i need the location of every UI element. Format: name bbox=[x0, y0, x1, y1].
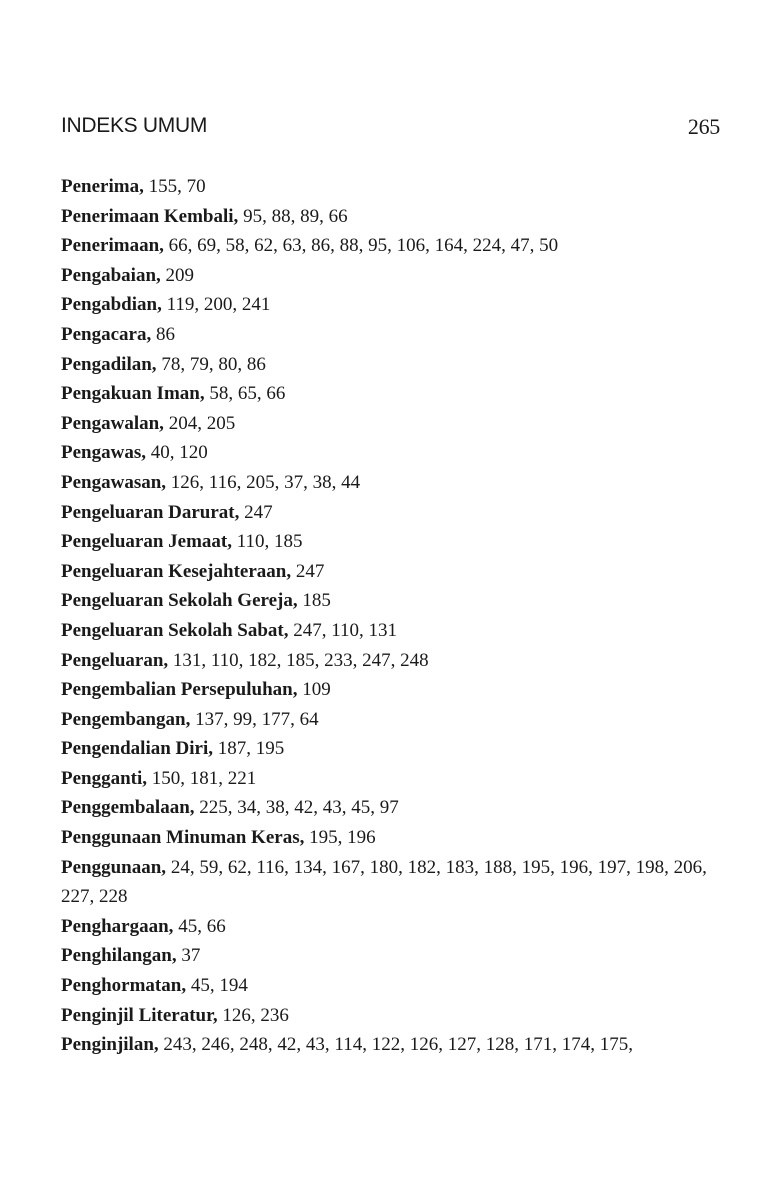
index-term: Pengendalian Diri, bbox=[61, 738, 214, 760]
index-term: Penerima, bbox=[61, 176, 144, 197]
index-pages: 95, 88, 89, 66 bbox=[243, 205, 348, 227]
index-term: Pengeluaran, bbox=[61, 649, 169, 671]
index-entry bbox=[61, 172, 720, 202]
index-entry bbox=[61, 675, 720, 705]
index-pages: 131, 110, 182, 185, 233, 247, 248 bbox=[172, 649, 429, 671]
index-pages: 109 bbox=[302, 679, 331, 701]
index-entry bbox=[61, 261, 720, 291]
index-entry bbox=[61, 646, 720, 676]
index-entry bbox=[61, 350, 720, 380]
index-pages: 119, 200, 241 bbox=[166, 294, 271, 316]
index-term: Pengeluaran Darurat, bbox=[61, 501, 240, 523]
index-pages: 187, 195 bbox=[217, 738, 285, 760]
index-term: Penerimaan Kembali, bbox=[61, 205, 239, 227]
index-pages: 247 bbox=[295, 560, 325, 582]
index-entry bbox=[61, 438, 720, 468]
index-entry bbox=[61, 320, 720, 350]
index-entry bbox=[61, 498, 720, 528]
index-pages: 86 bbox=[155, 323, 175, 345]
index-term: Penggembalaan, bbox=[61, 797, 195, 819]
index-pages: 78, 79, 80, 86 bbox=[161, 353, 266, 375]
index-entry bbox=[61, 468, 720, 498]
index-term: Pengacara, bbox=[61, 323, 152, 345]
index-entry bbox=[61, 793, 720, 823]
index-entry bbox=[61, 941, 720, 971]
page-header bbox=[61, 114, 720, 146]
index-pages: 45, 194 bbox=[190, 975, 248, 997]
index-entry bbox=[61, 202, 720, 232]
index-entry bbox=[61, 527, 720, 557]
index-pages: 126, 236 bbox=[222, 1004, 289, 1026]
index-pages: 58, 65, 66 bbox=[209, 383, 286, 405]
index-pages: 150, 181, 221 bbox=[151, 767, 257, 789]
index-term: Penggunaan Minuman Keras, bbox=[61, 827, 305, 849]
index-term: Penerimaan, bbox=[61, 235, 164, 257]
index-entry bbox=[61, 853, 720, 912]
index-pages: 185 bbox=[302, 590, 331, 612]
index-entry bbox=[61, 379, 720, 409]
index-pages: 204, 205 bbox=[168, 412, 236, 434]
index-pages: 243, 246, 248, 42, 43, 114, 122, 126, 127, 128, 171, 174, 175, bbox=[163, 1034, 633, 1056]
index-term: Pengembangan, bbox=[61, 708, 191, 730]
index-term: Pengeluaran Sekolah Gereja, bbox=[61, 590, 298, 612]
index-entry bbox=[61, 557, 720, 587]
index-entry bbox=[61, 1001, 720, 1031]
index-entry bbox=[61, 734, 720, 764]
index-entry bbox=[61, 971, 720, 1001]
index-term: Penginjilan, bbox=[61, 1034, 159, 1056]
index-entry bbox=[61, 616, 720, 646]
index-pages: 110, 185 bbox=[236, 531, 303, 553]
index-pages: 24, 59, 62, 116, 134, 167, 180, 182, 183, 188, 195, 196, 197, 198, 206, 227, 228 bbox=[61, 856, 707, 908]
page-number: 265 bbox=[687, 114, 720, 139]
index-term: Penghormatan, bbox=[61, 975, 187, 997]
index-pages: 126, 116, 205, 37, 38, 44 bbox=[170, 471, 361, 493]
index-term: Pengganti, bbox=[61, 767, 148, 789]
index-pages: 247 bbox=[244, 501, 273, 523]
index-term: Pengakuan Iman, bbox=[61, 383, 205, 405]
index-entry bbox=[61, 823, 720, 853]
index-term: Penghargaan, bbox=[61, 915, 174, 937]
index-term: Pengeluaran Sekolah Sabat, bbox=[61, 619, 289, 641]
index-term: Pengawas, bbox=[61, 442, 146, 464]
index-term: Pengadilan, bbox=[61, 353, 157, 375]
index-pages: 247, 110, 131 bbox=[293, 619, 398, 641]
index-pages: 137, 99, 177, 64 bbox=[195, 708, 319, 730]
index-term: Pengabaian, bbox=[61, 264, 161, 286]
index-term: Penggunaan, bbox=[61, 856, 167, 878]
index-term: Pengembalian Persepuluhan, bbox=[61, 679, 298, 701]
index-pages: 209 bbox=[165, 264, 195, 286]
running-title: INDEKS UMUM bbox=[61, 114, 208, 137]
index-term: Penghilangan, bbox=[61, 945, 177, 967]
index-term: Pengeluaran Kesejahteraan, bbox=[61, 560, 292, 582]
index-entry bbox=[61, 705, 720, 735]
index-pages: 40, 120 bbox=[150, 442, 208, 464]
index-pages: 66, 69, 58, 62, 63, 86, 88, 95, 106, 164, 224, 47, 50 bbox=[168, 235, 559, 257]
index-entry bbox=[61, 764, 720, 794]
index-entry bbox=[61, 912, 720, 942]
index-term: Pengabdian, bbox=[61, 294, 162, 316]
index-pages: 225, 34, 38, 42, 43, 45, 97 bbox=[199, 797, 399, 819]
index-term: Penginjil Literatur, bbox=[61, 1004, 218, 1026]
index-term: Pengawalan, bbox=[61, 412, 164, 434]
index-pages: 195, 196 bbox=[309, 827, 376, 849]
index-entry bbox=[61, 586, 720, 616]
index-entry bbox=[61, 409, 720, 439]
index-term: Pengawasan, bbox=[61, 471, 167, 493]
index-pages: 37 bbox=[181, 945, 201, 967]
index-pages: 45, 66 bbox=[178, 915, 226, 937]
index-pages: 155, 70 bbox=[148, 176, 206, 197]
index-list bbox=[61, 172, 720, 1060]
index-entry bbox=[61, 290, 720, 320]
index-entry bbox=[61, 231, 720, 261]
index-term: Pengeluaran Jemaat, bbox=[61, 531, 232, 553]
index-entry bbox=[61, 1030, 720, 1060]
